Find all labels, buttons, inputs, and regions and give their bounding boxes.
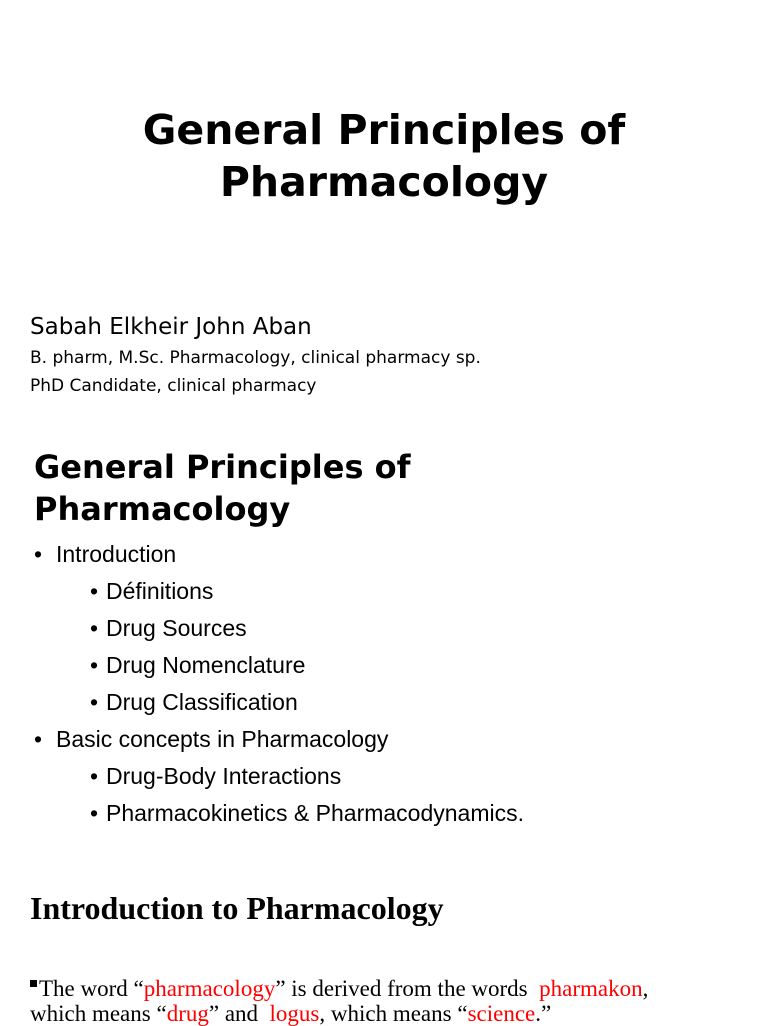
- outline-subitem: [34, 610, 524, 647]
- outline-list: [34, 536, 524, 832]
- text-run: ,: [642, 976, 649, 1001]
- slide-title: [0, 104, 768, 208]
- slide-title-line-1: General Principles of: [142, 106, 626, 154]
- outline-title: [34, 446, 411, 530]
- bullet-icon: •: [34, 541, 43, 567]
- bullet-icon: •: [90, 578, 99, 604]
- text-run: The word “: [39, 976, 144, 1001]
- outline-subitem-label: Drug Sources: [106, 615, 247, 641]
- paragraph-line-1: [30, 976, 750, 1001]
- text-run: .”: [535, 1001, 552, 1026]
- outline-subitem: [34, 573, 524, 610]
- bullet-icon: •: [90, 615, 99, 641]
- term-drug: drug: [166, 1001, 209, 1026]
- square-bullet-icon: [30, 980, 37, 987]
- outline-item-label: Introduction: [56, 541, 177, 567]
- slide-title-line-2: Pharmacology: [219, 158, 549, 206]
- introduction-slide: [0, 880, 768, 1024]
- author-credentials: B. pharm, M.Sc. Pharmacology, clinical pharmacy sp.: [30, 348, 481, 368]
- term-logus: logus: [269, 1001, 320, 1026]
- outline-subitem: [34, 795, 524, 832]
- etymology-paragraph: [30, 976, 750, 1026]
- author-status: PhD Candidate, clinical pharmacy: [30, 376, 317, 396]
- outline-subitem-label: Drug Nomenclature: [106, 652, 306, 678]
- bullet-icon: •: [34, 726, 43, 752]
- outline-item: [34, 721, 524, 758]
- outline-subitem-label: Drug-Body Interactions: [106, 763, 342, 789]
- outline-item-label: Basic concepts in Pharmacology: [56, 726, 389, 752]
- author-name: Sabah Elkheir John Aban: [30, 314, 312, 340]
- outline-subitem: [34, 758, 524, 795]
- term-science: science: [467, 1001, 536, 1026]
- bullet-icon: •: [90, 652, 99, 678]
- bullet-icon: •: [90, 763, 99, 789]
- bullet-icon: •: [90, 800, 99, 826]
- text-run: ” is derived from the words: [275, 976, 534, 1001]
- outline-subitem-label: Pharmacokinetics & Pharmacodynamics.: [106, 800, 524, 826]
- outline-subitem-label: Définitions: [106, 578, 214, 604]
- term-pharmacology: pharmacology: [143, 976, 276, 1001]
- outline-slide: [0, 440, 768, 850]
- title-slide: [0, 0, 768, 420]
- outline-subitem: [34, 684, 524, 721]
- outline-subitem-label: Drug Classification: [106, 689, 298, 715]
- outline-subitem: [34, 647, 524, 684]
- text-run: , which means “: [319, 1001, 468, 1026]
- bullet-icon: •: [90, 689, 99, 715]
- text-run: ” and: [208, 1001, 264, 1026]
- outline-item: [34, 536, 524, 573]
- text-run: which means “: [30, 1001, 167, 1026]
- term-pharmakon: pharmakon: [539, 976, 643, 1001]
- paragraph-line-2: [30, 1001, 750, 1026]
- outline-title-line-2: Pharmacology: [34, 490, 291, 528]
- outline-title-line-1: General Principles of: [34, 448, 411, 486]
- introduction-heading: Introduction to Pharmacology: [30, 890, 444, 926]
